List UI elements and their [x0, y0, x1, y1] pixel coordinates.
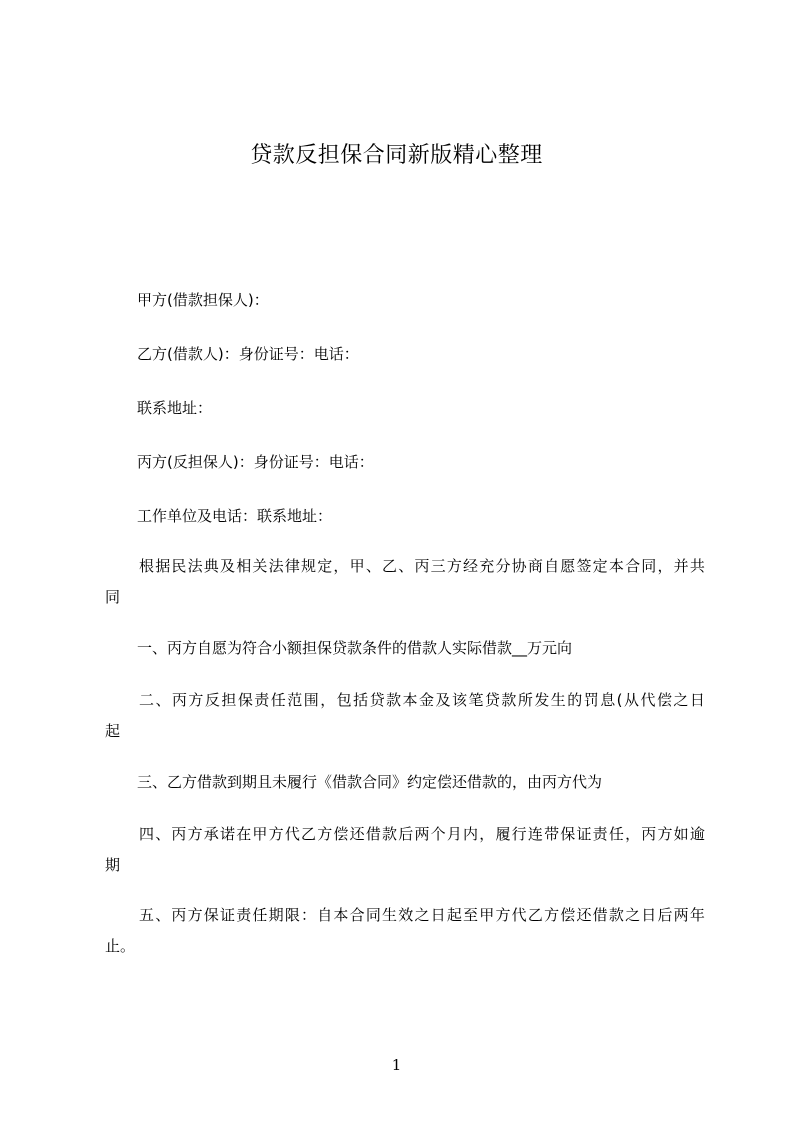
work-unit-field: 工作单位及电话：联系地址：: [137, 507, 333, 525]
contact-address-field: 联系地址：: [137, 399, 213, 417]
clause-5-line-2: 止。: [105, 937, 136, 955]
clause-2-line-2: 起: [105, 722, 121, 740]
preamble-line-2: 同: [105, 588, 121, 606]
clause-4-line-1: 四、丙方承诺在甲方代乙方偿还借款后两个月内，履行连带保证责任，丙方如逾: [139, 825, 705, 843]
preamble-paragraph: [105, 551, 705, 613]
preamble-line-1: 根据民法典及相关法律规定，甲、乙、丙三方经充分协商自愿签定本合同，并共: [139, 557, 705, 575]
clause-2-paragraph: [105, 685, 705, 747]
clause-4-paragraph: [105, 819, 705, 881]
clause-2-line-1: 二、丙方反担保责任范围，包括贷款本金及该笔贷款所发生的罚息(从代偿之日: [139, 691, 705, 709]
clause-3: 三、乙方借款到期且未履行《借款合同》约定偿还借款的，由丙方代为: [137, 773, 603, 791]
clause-1: 一、丙方自愿为符合小额担保贷款条件的借款人实际借款__万元向: [137, 639, 573, 657]
party-c-field: 丙方(反担保人)：身份证号：电话：: [137, 453, 374, 471]
clause-5-line-1: 五、丙方保证责任期限：自本合同生效之日起至甲方代乙方偿还借款之日后两年: [139, 906, 705, 924]
page-number: 1: [391, 1056, 402, 1074]
party-b-field: 乙方(借款人)：身份证号：电话：: [137, 345, 359, 363]
clause-4-line-2: 期: [105, 856, 121, 874]
document-title: 贷款反担保合同新版精心整理: [250, 143, 543, 168]
clause-5-paragraph: [105, 900, 705, 962]
party-a-field: 甲方(借款担保人)：: [137, 291, 269, 309]
